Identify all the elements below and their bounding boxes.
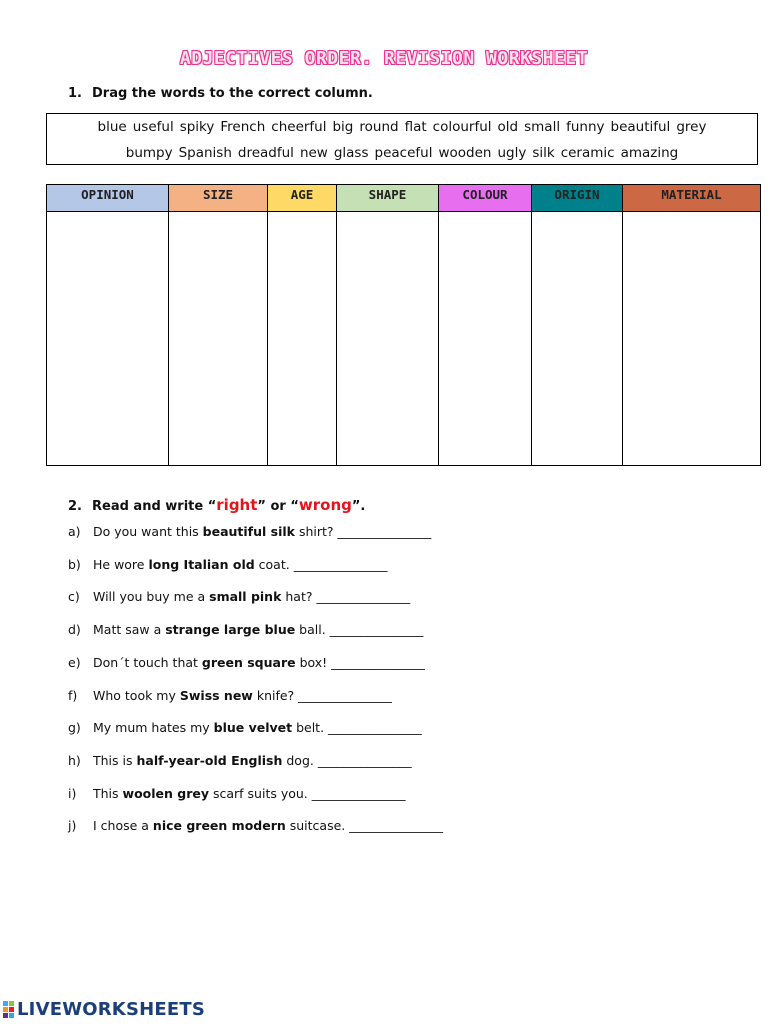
draggable-word[interactable]: cheerful: [271, 119, 327, 135]
column-header-colour: COLOUR: [439, 185, 532, 212]
drop-zone-opinion[interactable]: [47, 212, 169, 466]
sentence-answer-blank[interactable]: box! _______________: [295, 654, 425, 670]
draggable-word[interactable]: old: [497, 119, 519, 135]
sentence-adjectives: woolen grey: [122, 785, 210, 801]
sentence-letter: c): [68, 589, 80, 605]
drop-zone-origin[interactable]: [532, 212, 623, 466]
column-header-origin: ORIGIN: [532, 185, 623, 212]
sentence-adjectives: small pink: [209, 589, 282, 605]
wrong-keyword: wrong: [298, 496, 352, 514]
right-keyword: right: [216, 496, 258, 514]
draggable-word[interactable]: dreadful: [237, 145, 294, 161]
question-text: Drag the words to the correct column.: [92, 86, 373, 101]
sentence-adjectives: half-year-old English: [136, 752, 283, 768]
draggable-word[interactable]: glass: [333, 145, 369, 161]
draggable-word[interactable]: blue: [97, 119, 127, 135]
drop-zone-colour[interactable]: [439, 212, 532, 466]
sentence-answer-blank[interactable]: belt. _______________: [292, 720, 422, 736]
question-number: 2.: [68, 499, 82, 514]
draggable-word[interactable]: bumpy: [125, 145, 173, 161]
logo-square: [3, 1007, 8, 1012]
sentence-answer-blank[interactable]: knife? _______________: [252, 687, 392, 703]
column-header-material: MATERIAL: [623, 185, 761, 212]
sentence-item: [68, 720, 422, 735]
sentence-letter: f): [68, 687, 78, 703]
draggable-word[interactable]: grey: [676, 119, 707, 135]
category-table: [46, 184, 761, 466]
drop-zone-material[interactable]: [623, 212, 761, 466]
draggable-word[interactable]: ceramic: [560, 145, 615, 161]
sentence-letter: e): [68, 654, 81, 670]
draggable-word[interactable]: Spanish: [178, 145, 232, 161]
logo-square: [3, 1001, 8, 1006]
sentence-adjectives: long Italian old: [148, 556, 255, 572]
sentence-answer-blank[interactable]: hat? _______________: [281, 589, 411, 605]
worksheet-title: ADJECTIVES ORDER. REVISION WORKSHEET: [179, 48, 589, 69]
sentence-item: [68, 688, 392, 703]
question-text: Read and write “: [92, 499, 217, 514]
draggable-word[interactable]: big: [332, 119, 354, 135]
question-number: 1.: [68, 86, 82, 101]
question-text: ”.: [351, 499, 366, 514]
draggable-word[interactable]: small: [524, 119, 561, 135]
draggable-word[interactable]: new: [299, 145, 328, 161]
drop-zone-size[interactable]: [169, 212, 268, 466]
column-header-age: AGE: [268, 185, 337, 212]
word-bank-row: [47, 140, 757, 166]
logo-square: [3, 1013, 8, 1018]
sentence-answer-blank[interactable]: ball. _______________: [295, 622, 424, 638]
sentence-text: I chose a: [93, 818, 153, 834]
sentence-text: Do you want this: [93, 524, 203, 539]
logo-square: [9, 1013, 14, 1018]
sentence-text: Matt saw a: [93, 622, 166, 638]
draggable-word[interactable]: round: [359, 119, 399, 135]
sentence-item: [68, 589, 410, 604]
brand-name: LIVEWORKSHEETS: [17, 998, 206, 1020]
sentence-text: This: [93, 785, 123, 801]
draggable-word[interactable]: beautiful: [610, 119, 671, 135]
sentence-answer-blank[interactable]: dog. _______________: [282, 752, 412, 768]
liveworksheets-logo-icon: [3, 1001, 14, 1018]
draggable-word[interactable]: spiky: [179, 119, 215, 135]
sentence-adjectives: Swiss new: [179, 687, 253, 703]
draggable-word[interactable]: funny: [566, 119, 605, 135]
sentence-letter: i): [68, 785, 77, 801]
sentence-item: [68, 786, 406, 801]
draggable-word[interactable]: flat: [404, 119, 427, 135]
sentence-item: [68, 818, 443, 833]
sentence-text: He wore: [93, 556, 149, 572]
sentence-letter: b): [68, 556, 81, 572]
sentence-item: [68, 557, 387, 572]
sentence-item: [68, 524, 431, 539]
sentence-text: My mum hates my: [93, 720, 214, 736]
footer-logo: [3, 998, 205, 1020]
question-text: ” or “: [257, 499, 299, 514]
draggable-word[interactable]: ugly: [497, 145, 527, 161]
draggable-word[interactable]: peaceful: [374, 145, 433, 161]
question-1-heading: [68, 86, 373, 101]
column-header-shape: SHAPE: [337, 185, 439, 212]
question-2-heading: [68, 496, 365, 514]
sentence-answer-blank[interactable]: suitcase. _______________: [285, 818, 443, 834]
sentence-adjectives: strange large blue: [165, 622, 296, 638]
sentence-letter: g): [68, 720, 81, 736]
column-header-size: SIZE: [169, 185, 268, 212]
word-bank-row: [47, 114, 757, 140]
sentence-adjectives: nice green modern: [152, 818, 286, 834]
sentence-item: [68, 622, 423, 637]
category-header-row: [47, 185, 761, 212]
sentence-letter: a): [68, 524, 81, 539]
draggable-word[interactable]: wooden: [438, 145, 492, 161]
draggable-word[interactable]: French: [220, 119, 266, 135]
sentence-answer-blank[interactable]: scarf suits you. _______________: [209, 785, 406, 801]
sentence-item: [68, 655, 425, 670]
sentence-answer-blank[interactable]: coat. _______________: [254, 556, 388, 572]
sentence-text: This is: [93, 752, 137, 768]
category-drop-row: [47, 212, 761, 466]
logo-square: [9, 1007, 14, 1012]
drop-zone-shape[interactable]: [337, 212, 439, 466]
draggable-word[interactable]: colourful: [432, 119, 492, 135]
sentence-adjectives: blue velvet: [213, 720, 293, 736]
sentence-item: [68, 753, 412, 768]
draggable-word[interactable]: useful: [132, 119, 174, 135]
sentence-adjectives: green square: [201, 654, 296, 670]
sentence-adjectives: beautiful silk: [202, 524, 295, 539]
sentence-letter: d): [68, 622, 81, 638]
sentence-text: Will you buy me a: [93, 589, 210, 605]
sentence-letter: j): [68, 818, 77, 834]
column-header-opinion: OPINION: [47, 185, 169, 212]
word-bank: [46, 113, 758, 165]
drop-zone-age[interactable]: [268, 212, 337, 466]
sentence-answer-blank[interactable]: shirt? _______________: [294, 524, 432, 539]
sentence-letter: h): [68, 752, 81, 768]
draggable-word[interactable]: silk: [532, 145, 555, 161]
sentence-text: Who took my: [93, 687, 180, 703]
logo-square: [9, 1001, 14, 1006]
draggable-word[interactable]: amazing: [620, 145, 679, 161]
sentence-text: Don´t touch that: [93, 654, 202, 670]
